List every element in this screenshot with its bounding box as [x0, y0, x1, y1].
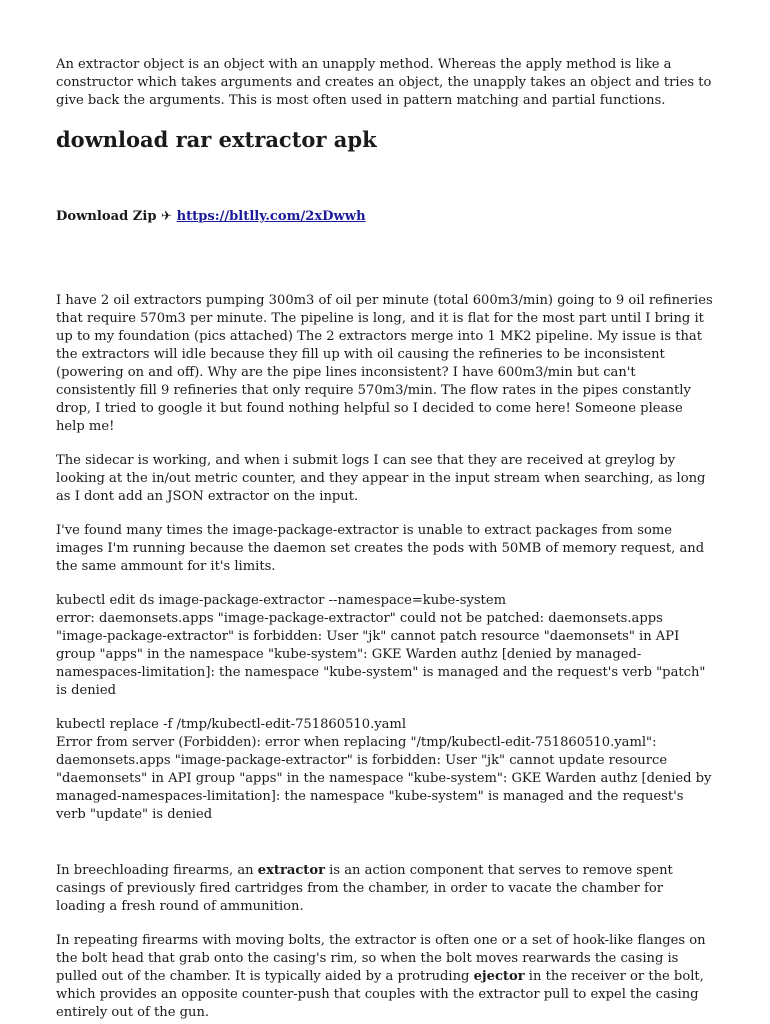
download-label: Download Zip [56, 209, 157, 224]
oil-extractor-paragraph: I have 2 oil extractors pumping 300m3 of oil per minute (total 600m3/min) going to 9 oil refineries that require 570m3 per minute. The pipeline is long, and it is flat for the most part until I bring it up to my foundation (pics attached) The 2 extractors merge into 1 MK2 pipeline. My issue is that the extractors will idle because they fill up with oil causing the refineries to be inconsistent (powering on and off). Why are the pipe lines inconsistent? I have 600m3/min but can't consistently fill 9 refineries that only require 570m3/min. The flow rates in the pipes constantly drop, I tried to google it but found nothing helpful so I decided to come here! Someone please help me! [56, 293, 713, 434]
command-block-edit [56, 592, 714, 700]
sidecar-paragraph: The sidecar is working, and when i submit logs I can see that they are received at greylog by looking at the in/out metric counter, and they appear in the input stream when searching, as long as I dont add an JSON extractor on the input. [56, 453, 706, 504]
repeating-firearms-paragraph [56, 932, 714, 1022]
command-block-replace [56, 716, 714, 824]
command-line: kubectl edit ds image-package-extractor --namespace=kube-system [56, 593, 506, 608]
download-line [56, 208, 714, 226]
text-run: in the receiver or the bolt, which provides an opposite counter-push that couples with the extractor pull to expel the casing entirely out of the gun. [56, 969, 704, 1020]
command-line: kubectl replace -f /tmp/kubectl-edit-751860510.yaml [56, 717, 407, 732]
bold-term: ejector [473, 969, 525, 984]
text-run: is an action component that serves to remove spent casings of previously fired cartridges from the chamber, in order to vacate the chamber for loading a fresh round of ammunition. [56, 863, 673, 914]
command-error: Error from server (Forbidden): error when replacing "/tmp/kubectl-edit-751860510.yaml": daemonsets.apps "image-package-extractor" is forbidden: User "jk" cannot update resource "daemonsets" in API group "apps" in the namespace "kube-system": GKE Warden authz [denied by managed-namespaces-limitation]: the namespace "kube-system" is managed and the request's verb "update" is denied [56, 735, 712, 822]
breechloading-paragraph [56, 862, 714, 916]
arrow-icon: ✈ [161, 209, 173, 224]
intro-paragraph: An extractor object is an object with an unapply method. Whereas the apply method is like a constructor which takes arguments and creates an object, the unapply takes an object and tries to give back the arguments. This is most often used in pattern matching and partial functions. [56, 57, 712, 108]
text-run: In breechloading firearms, an [56, 863, 258, 878]
bold-term: extractor [257, 863, 325, 878]
page-title: download rar extractor apk [56, 127, 377, 152]
spacer [56, 840, 714, 862]
text-run: In repeating firearms with moving bolts, the extractor is often one or a set of hook-like flanges on the bolt head that grab onto the casing's rim, so when the bolt moves rearwards the casing is pulled out of the chamber. It is typically aided by a protruding [56, 933, 706, 984]
download-link[interactable]: https://bltlly.com/2xDwwh [176, 209, 366, 224]
image-package-paragraph: I've found many times the image-package-extractor is unable to extract packages from some images I'm running because the daemon set creates the pods with 50MB of memory request, and the same ammount for it's limits. [56, 523, 705, 574]
spacer [56, 226, 714, 292]
command-error: error: daemonsets.apps "image-package-extractor" could not be patched: daemonsets.apps "image-package-extractor" is forbidden: User "jk" cannot patch resource "daemonsets" in API group "apps" in the namespace "kube-system": GKE Warden authz [denied by managed-namespaces-limitation]: the namespace "kube-system" is managed and the request's verb "patch" is denied [56, 611, 706, 698]
